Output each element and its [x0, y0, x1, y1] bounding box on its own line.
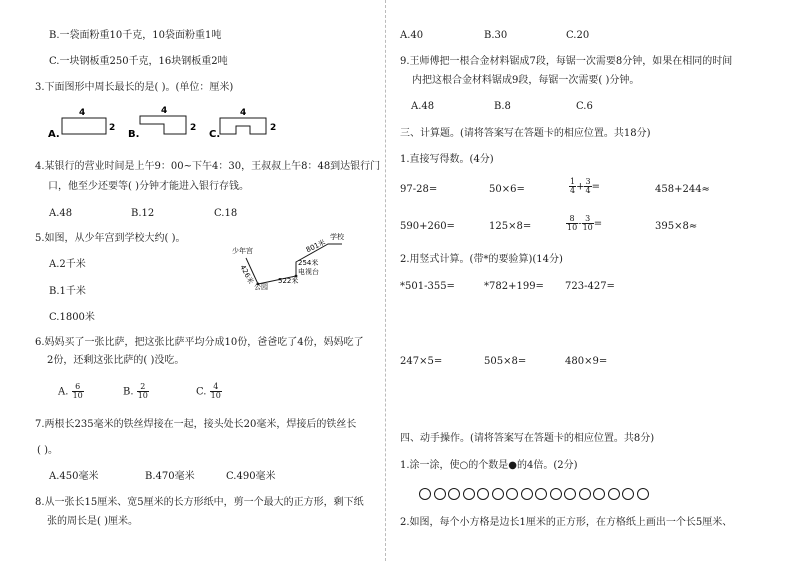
svg-text:公园: 公园: [254, 283, 268, 291]
hollow-circle[interactable]: [564, 488, 576, 500]
q4-line2: 口，他至少还要等( )分钟才能进入银行存钱。: [48, 181, 249, 192]
hollow-circle[interactable]: [535, 488, 547, 500]
hollow-circle[interactable]: [448, 488, 460, 500]
calc-item: 50×6=: [489, 184, 525, 195]
hollow-circle[interactable]: [419, 488, 431, 500]
q8-line2: 张的周长是( )厘米。: [47, 516, 138, 527]
circle-row: [419, 488, 651, 503]
q9-line2: 内把这根合金材料锯成9段，每锯一次需要( )分钟。: [412, 75, 640, 86]
q9-option-a: A.48: [411, 101, 435, 112]
hollow-circle[interactable]: [521, 488, 533, 500]
vertical-calc-item: *501-355=: [400, 281, 455, 292]
q7-line1: 7.两根长235毫米的铁丝焊接在一起，接头处长20毫米，焊接后的铁丝长: [35, 419, 357, 430]
svg-text:4: 4: [79, 108, 86, 118]
section-3-sub2: 2.用竖式计算。(带*的要验算)(14分): [400, 254, 563, 265]
hollow-circle[interactable]: [492, 488, 504, 500]
fraction-4-10: $\frac{4}{10}$: [210, 382, 221, 401]
svg-text:2: 2: [270, 123, 277, 133]
section-4-q1: 1.涂一涂，使○的个数是●的4倍。(2分): [400, 460, 578, 471]
vertical-calc-item: 505×8=: [484, 356, 527, 367]
shape-a: [48, 108, 115, 140]
q4-option-a: A.48: [49, 208, 73, 219]
svg-text:4: 4: [240, 108, 247, 118]
calc-item: 590+260=: [400, 221, 455, 232]
fraction-6-10: $\frac{6}{10}$: [72, 382, 83, 401]
q9-option-b: B.8: [494, 101, 511, 112]
hollow-circle[interactable]: [506, 488, 518, 500]
svg-text:C.: C.: [209, 129, 221, 140]
svg-text:801米: 801米: [304, 238, 327, 255]
calc-item: 395×8≈: [655, 221, 698, 232]
hollow-circle[interactable]: [622, 488, 634, 500]
q5-stem: 5.如图，从少年宫到学校大约( )。: [35, 233, 186, 244]
svg-text:少年宫: 少年宫: [232, 247, 253, 255]
q2-option-b: B.一袋面粉重10千克，10袋面粉重1吨: [49, 30, 222, 41]
section-3-sub1: 1.直接写得数。(4分): [400, 154, 494, 165]
svg-text:426米: 426米: [238, 263, 255, 286]
svg-text:2: 2: [109, 123, 116, 133]
q5-option-c: C.1800米: [49, 312, 95, 323]
q7-option-a: A.450毫米: [49, 471, 99, 482]
q7-option-c: C.490毫米: [226, 471, 276, 482]
q4-option-b: B.12: [131, 208, 155, 219]
q8-option-b: B.30: [484, 30, 508, 41]
q5-option-a: A.2千米: [49, 259, 86, 270]
svg-text:2: 2: [190, 123, 197, 133]
svg-text:254米: 254米: [298, 259, 319, 267]
hollow-circle[interactable]: [637, 488, 649, 500]
q4-option-c: C.18: [214, 208, 238, 219]
svg-text:522米: 522米: [278, 277, 299, 285]
q8-option-a: A.40: [400, 30, 424, 41]
column-divider: [385, 0, 386, 561]
section-3-title: 三、计算题。(请将答案写在答题卡的相应位置。共18分): [400, 128, 651, 139]
calc-item: 125×8=: [489, 221, 532, 232]
q6-option-c: C. $\frac{4}{10}$: [196, 382, 221, 401]
fraction-2-10: $\frac{2}{10}$: [137, 382, 148, 401]
q6-option-b: B. $\frac{2}{10}$: [123, 382, 148, 401]
q2-option-c: C.一块钢板重250千克，16块钢板重2吨: [49, 56, 228, 67]
q8-line1: 8.从一张长15厘米、宽5厘米的长方形纸中，剪一个最大的正方形，剩下纸: [35, 497, 364, 508]
hollow-circle[interactable]: [550, 488, 562, 500]
svg-text:B.: B.: [128, 129, 140, 140]
shape-b: [128, 106, 196, 140]
q4-line1: 4.某银行的营业时间是上午9：00~下午4：30，王叔叔上午8：48到达银行门: [35, 161, 381, 172]
q7-option-b: B.470毫米: [145, 471, 195, 482]
vertical-calc-item: 723-427=: [565, 281, 615, 292]
q7-line2: ( )。: [37, 445, 58, 456]
svg-text:学校: 学校: [330, 233, 344, 241]
vertical-calc-item: 247×5=: [400, 356, 443, 367]
svg-text:电视台: 电视台: [298, 268, 319, 276]
calc-item-fraction-sum: $\frac{1}{4}$ + $\frac{3}{4}$ =: [570, 177, 600, 196]
calc-item-fraction-diff: $\frac{8}{10}$ - $\frac{3}{10}$ =: [567, 214, 603, 233]
q6-line2: 2份，还剩这张比萨的( )没吃。: [47, 355, 185, 366]
calc-item: 458+244≈: [655, 184, 710, 195]
hollow-circle[interactable]: [579, 488, 591, 500]
hollow-circle[interactable]: [608, 488, 620, 500]
hollow-circle[interactable]: [593, 488, 605, 500]
hollow-circle[interactable]: [463, 488, 475, 500]
q8-option-c: C.20: [566, 30, 590, 41]
q6-line1: 6.妈妈买了一张比萨，把这张比萨平均分成10份，爸爸吃了4份，妈妈吃了: [35, 337, 364, 348]
q9-line1: 9.王师傅把一根合金材料锯成7段，每锯一次需要8分钟，如果在相同的时间: [400, 56, 733, 67]
q9-option-c: C.6: [576, 101, 593, 112]
calc-item: 97-28=: [400, 184, 438, 195]
section-4-title: 四、动手操作。(请将答案写在答题卡的相应位置。共8分): [400, 433, 655, 444]
vertical-calc-item: *782+199=: [484, 281, 544, 292]
section-4-q2: 2.如图，每个小方格是边长1厘米的正方形，在方格纸上画出一个长5厘米、: [400, 517, 733, 528]
q6-option-a: A. $\frac{6}{10}$: [58, 382, 83, 401]
hollow-circle[interactable]: [434, 488, 446, 500]
svg-text:4: 4: [161, 106, 168, 116]
shape-c: [209, 108, 276, 140]
vertical-calc-item: 480×9=: [565, 356, 608, 367]
q3-shapes-figure: [44, 104, 304, 144]
q3-stem: 3.下面图形中周长最长的是( )。(单位：厘米): [35, 82, 234, 93]
svg-text:A.: A.: [48, 129, 60, 140]
q5-option-b: B.1千米: [49, 286, 86, 297]
q5-route-map: [226, 226, 366, 292]
hollow-circle[interactable]: [477, 488, 489, 500]
